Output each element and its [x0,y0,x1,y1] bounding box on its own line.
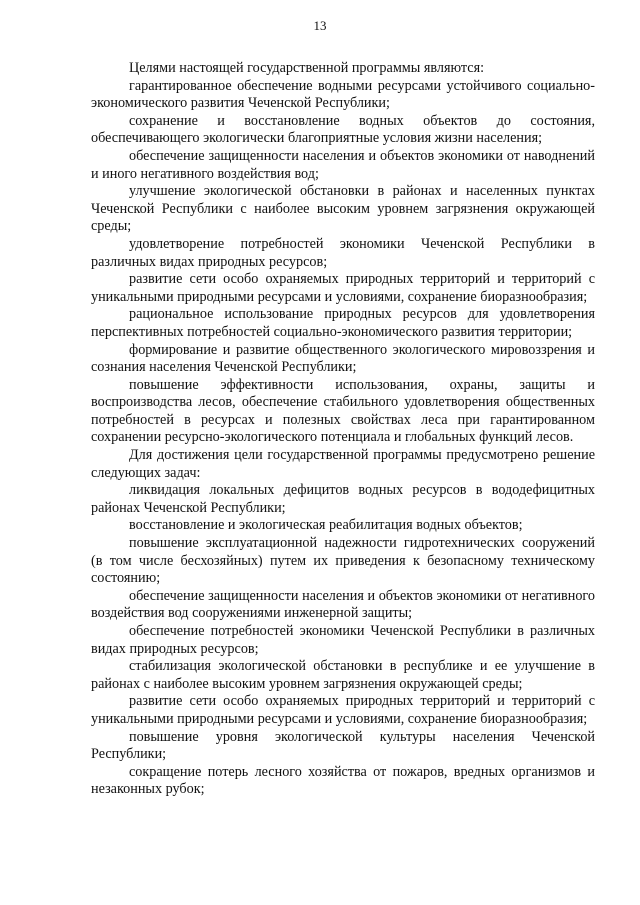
document-body [91,60,595,799]
paragraph: восстановление и экологическая реабилитация водных объектов; [129,517,523,534]
paragraph: улучшение экологической обстановки в районах и населенных пунктах Чеченской Республики с наиболее высоким уровнем загрязнения окружающей среды; [91,183,595,235]
paragraph: ликвидация локальных дефицитов водных ресурсов в вододефицитных районах Чеченской Республики; [91,482,595,516]
paragraph: рациональное использование природных ресурсов для удовлетворения перспективных потребностей социально-экономического развития территории; [91,306,595,340]
paragraph: Для достижения цели государственной программы предусмотрено решение следующих задач: [91,447,595,481]
paragraph: сохранение и восстановление водных объектов до состояния, обеспечивающего экологически благоприятные условия жизни населения; [91,112,595,147]
paragraph: удовлетворение потребностей экономики Чеченской Республики в различных видах природных ресурсов; [91,235,595,270]
paragraph: обеспечение потребностей экономики Чеченской Республики в различных видах природных ресурсов; [91,623,595,657]
paragraph: обеспечение защищенности населения и объектов экономики от негативного воздействия вод сооружениями инженерной защиты; [91,587,595,622]
page-number: 13 [313,18,327,33]
paragraph: повышение эксплуатационной надежности гидротехнических сооружений (в том числе бесхозяйных) путем их приведения к безопасному техническому состоянию; [91,535,595,587]
paragraph: развитие сети особо охраняемых природных территорий и территорий с уникальными природными ресурсами и условиями, сохранение биоразнообразия; [91,693,595,727]
paragraph: повышение уровня экологической культуры населения Чеченской Республики; [91,728,595,763]
paragraph: формирование и развитие общественного экологического мировоззрения и сознания населения Чеченской Республики; [91,341,595,376]
paragraph: Целями настоящей государственной программы являются: [129,60,485,76]
paragraph: повышение эффективности использования, охраны, защиты и воспроизводства лесов, обеспечение стабильного удовлетворения общественных потребностей в ресурсах и полезных свойствах леса при гарантированном сохранении ресурсно-экологического потенциала и глобальных функций лесов. [91,376,595,446]
paragraph: обеспечение защищенности населения и объектов экономики от наводнений и иного негативного воздействия вод; [91,147,595,182]
paragraph: развитие сети особо охраняемых природных территорий и территорий с уникальными природными ресурсами и условиями, сохранение биоразнообразия; [91,271,595,305]
paragraph: стабилизация экологической обстановки в республике и ее улучшение в районах с наиболее высоким уровнем загрязнения окружающей среды; [91,658,595,692]
paragraph: сокращение потерь лесного хозяйства от пожаров, вредных организмов и незаконных рубок; [91,763,595,798]
paragraph: гарантированное обеспечение водными ресурсами устойчивого социально-экономического развития Чеченской Республики; [91,77,595,112]
